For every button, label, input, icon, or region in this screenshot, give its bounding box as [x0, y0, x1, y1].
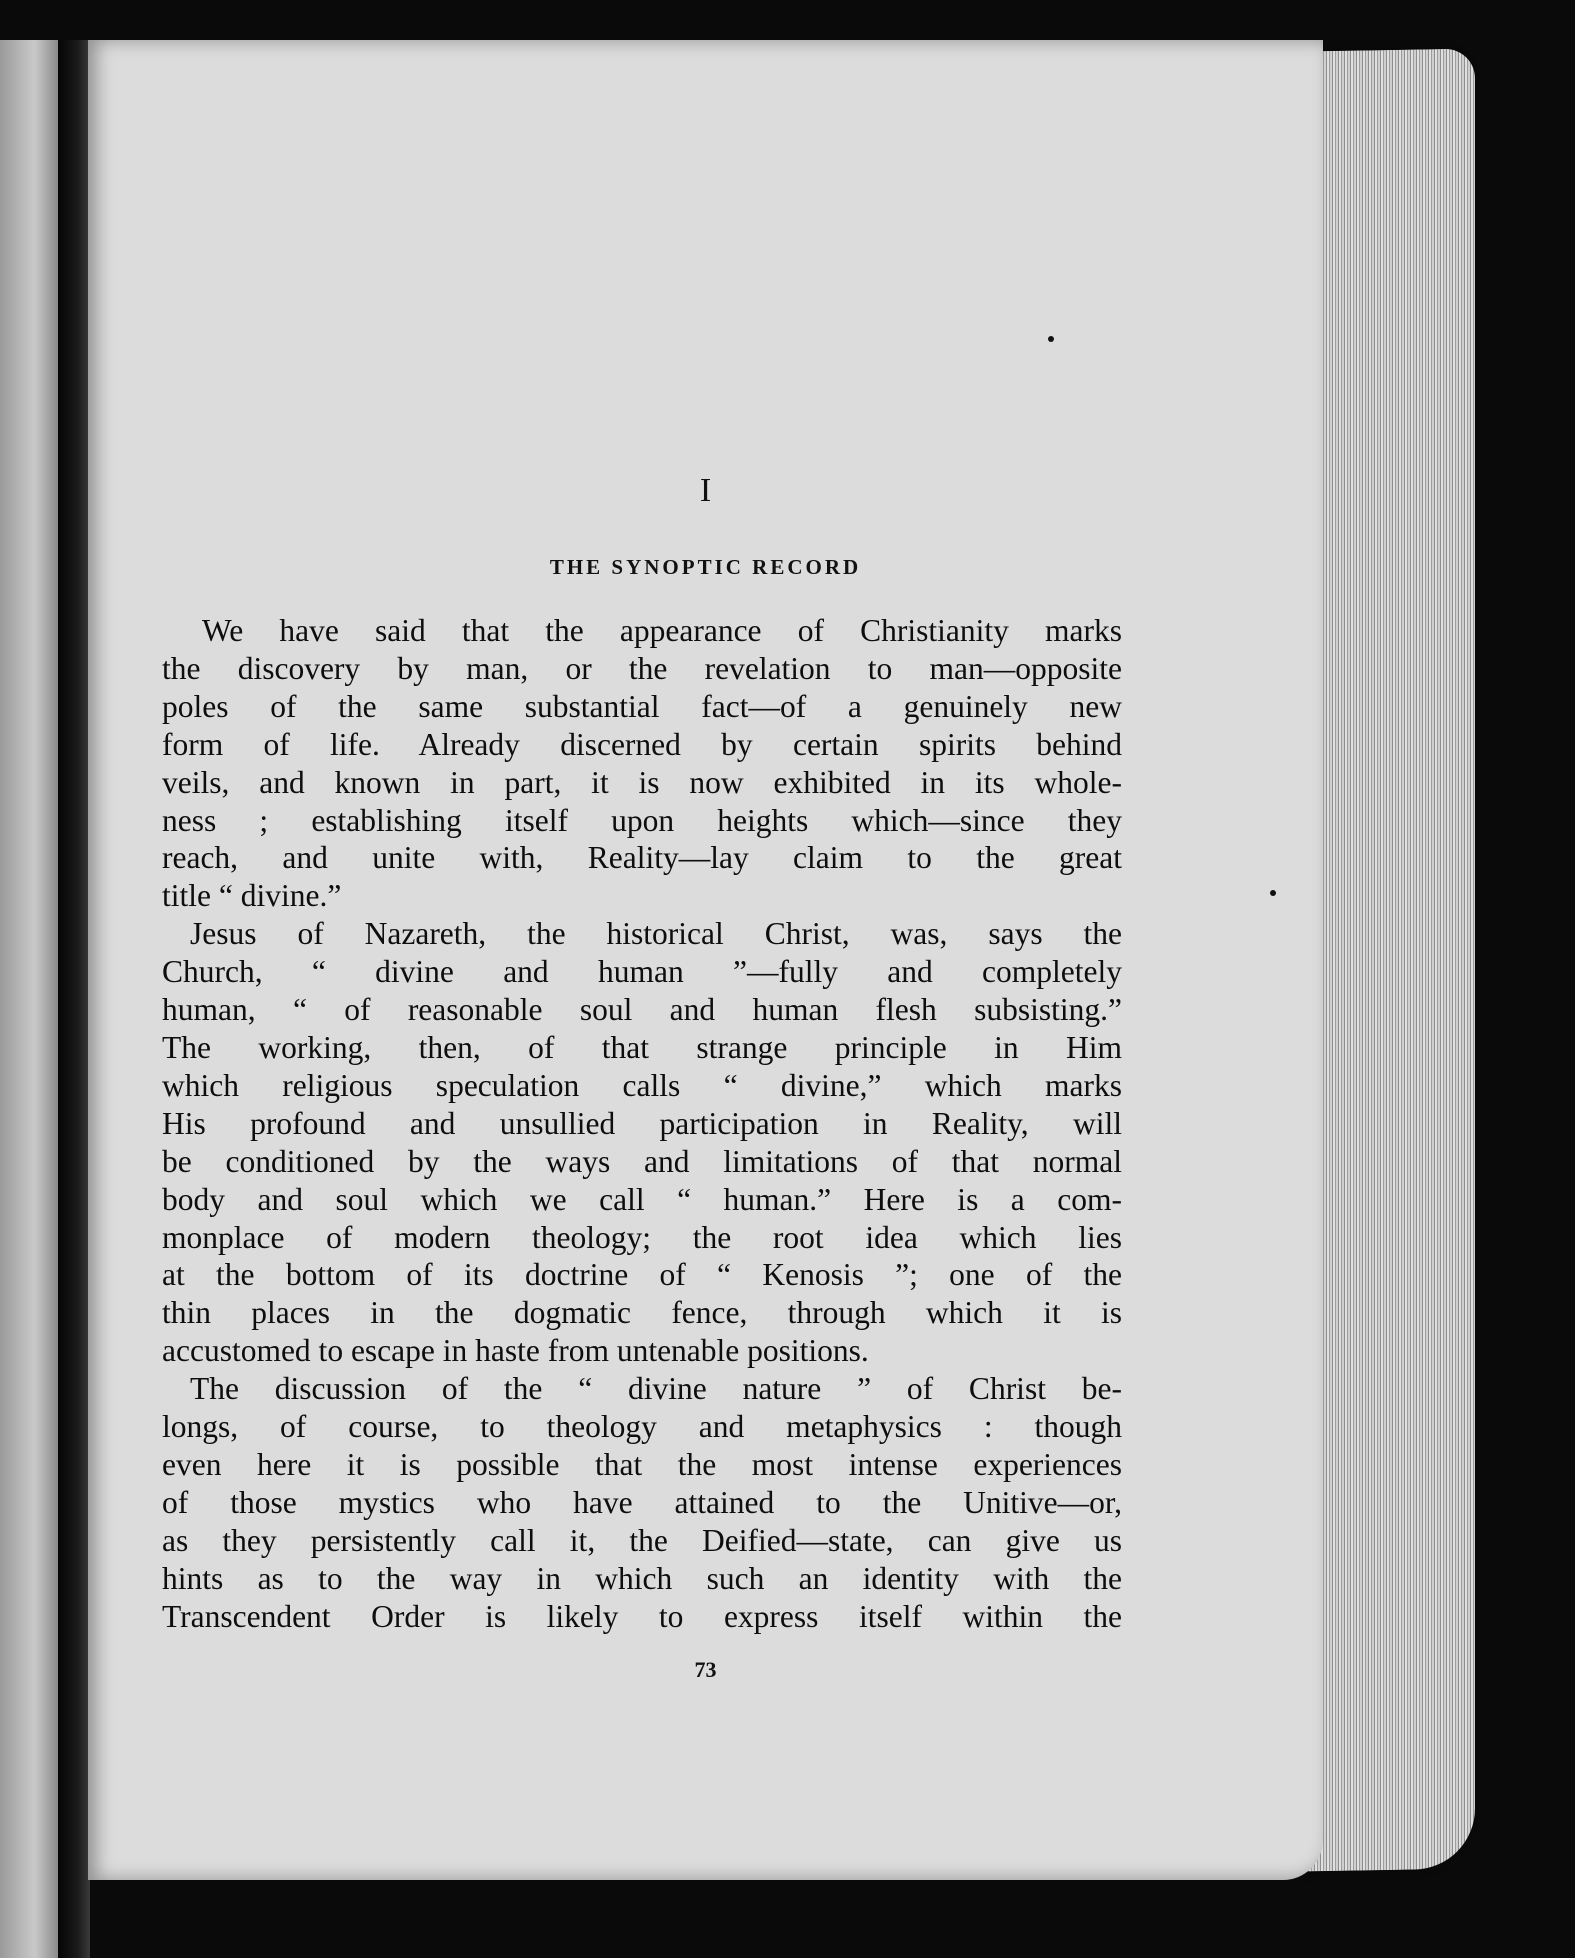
- text-line: reach, and unite with, Reality—lay claim to the great: [162, 840, 1122, 876]
- text-line: title “ divine.”: [162, 878, 342, 914]
- text-line: thin places in the dogmatic fence, through which it is: [162, 1295, 1122, 1331]
- text-line: Transcendent Order is likely to express itself within the: [162, 1598, 1122, 1634]
- text-line: His profound and unsullied participation in Reality, will: [162, 1105, 1122, 1141]
- page-number: 73: [694, 1657, 717, 1682]
- paragraph: [162, 1370, 1122, 1635]
- text-line: human, “ of reasonable soul and human flesh subsisting.”: [162, 992, 1122, 1028]
- text-line: the discovery by man, or the revelation to man—opposite: [162, 650, 1122, 686]
- text-line: of those mystics who have attained to the Unitive—or,: [162, 1484, 1122, 1520]
- text-line: poles of the same substantial fact—of a genuinely new: [162, 688, 1122, 724]
- adjacent-page-edge: [0, 40, 58, 1958]
- text-line: veils, and known in part, it is now exhibited in its whole-: [162, 764, 1122, 800]
- text-line: The discussion of the “ divine nature ” of Christ be-: [190, 1371, 1122, 1407]
- text-line: Church, “ divine and human ”—fully and completely: [162, 954, 1122, 990]
- body-text: [162, 612, 1122, 1635]
- text-line: We have said that the appearance of Christianity marks: [202, 613, 1122, 648]
- text-line: monplace of modern theology; the root idea which lies: [162, 1219, 1122, 1255]
- text-line: be conditioned by the ways and limitations of that normal: [162, 1143, 1122, 1179]
- text-line: as they persistently call it, the Deified—state, can give us: [162, 1522, 1122, 1558]
- paragraph: [162, 612, 1122, 915]
- text-line: even here it is possible that the most intense experiences: [162, 1446, 1122, 1482]
- book-gutter: [58, 40, 90, 1958]
- dust-speck: [1048, 336, 1054, 342]
- text-line: Jesus of Nazareth, the historical Christ, was, says the: [190, 916, 1122, 952]
- text-line: longs, of course, to theology and metaphysics : though: [162, 1409, 1122, 1445]
- text-line: hints as to the way in which such an identity with the: [162, 1560, 1122, 1596]
- paragraph: [162, 915, 1122, 1370]
- chapter-title: THE SYNOPTIC RECORD: [549, 555, 862, 579]
- text-line: form of life. Already discerned by certain spirits behind: [162, 726, 1122, 762]
- text-line: body and soul which we call “ human.” Here is a com-: [162, 1181, 1122, 1217]
- text-line: which religious speculation calls “ divine,” which marks: [162, 1067, 1122, 1103]
- text-line: ness ; establishing itself upon heights which—since they: [162, 802, 1122, 838]
- book-page: [88, 40, 1323, 1880]
- text-line: The working, then, of that strange principle in Him: [162, 1029, 1122, 1065]
- text-line: at the bottom of its doctrine of “ Kenosis ”; one of the: [162, 1257, 1122, 1293]
- page-stack-edges: [1300, 48, 1475, 1871]
- dust-speck: [1270, 890, 1276, 896]
- chapter-number: I: [699, 472, 712, 509]
- text-line: accustomed to escape in haste from untenable positions.: [162, 1333, 869, 1369]
